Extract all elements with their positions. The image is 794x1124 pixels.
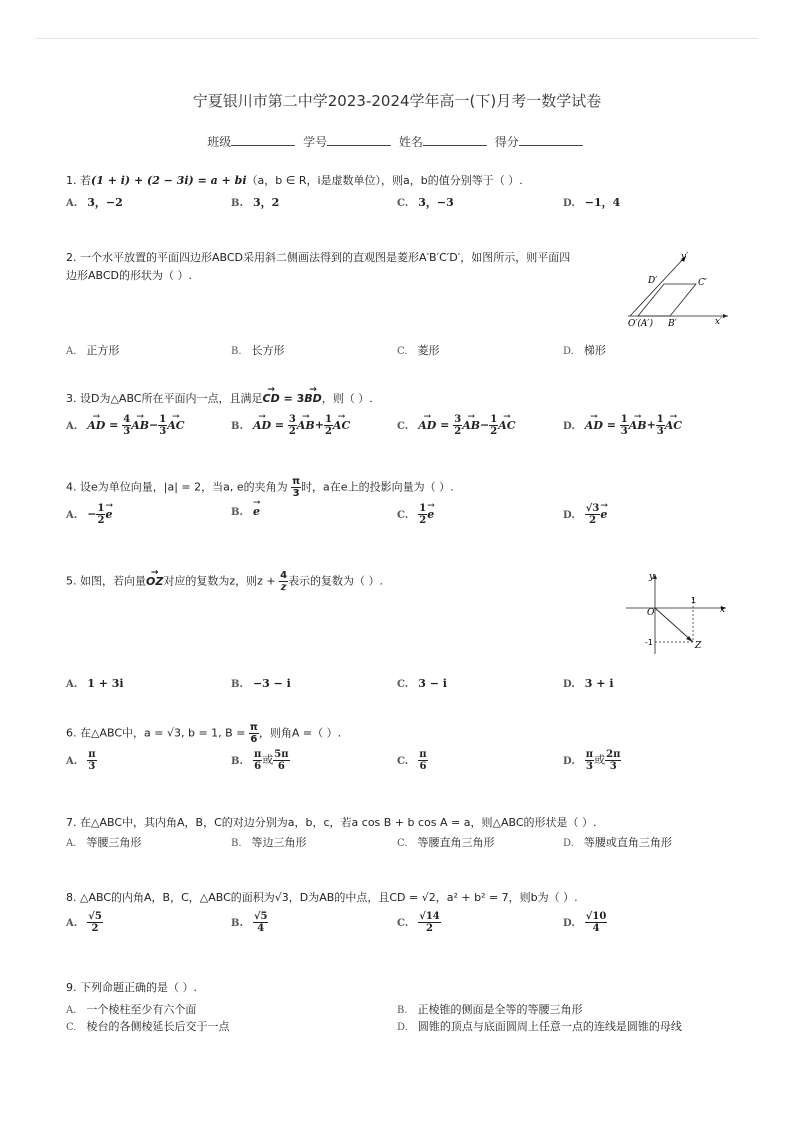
vector-e: → e [427,506,434,524]
fraction [418,749,427,772]
option-label: B. [231,755,243,767]
fraction [605,749,621,772]
question-2-options [66,342,626,372]
option-label: C. [397,509,409,521]
vector-ab: → AB [629,417,647,435]
option-a[interactable]: A.→ AD = $\frac{4}{3}$ → AB− $\frac{1}{3}$ → AC [66,414,185,437]
fraction [453,414,462,437]
question-5-options [66,675,626,705]
denominator: 4 [592,923,600,934]
x-arrow [723,314,728,318]
numerator: π [253,749,262,760]
operator: − [480,418,490,432]
class-label: 班级 [207,135,232,149]
denominator: 4 [257,923,265,934]
option-c[interactable]: C.→ AD = $\frac{3}{2}$ → AB− $\frac{1}{2}$ → AC [397,414,516,437]
denominator: 2 [426,923,433,934]
option-d[interactable]: D. −1，4 [563,196,621,209]
numerator: π [88,749,96,760]
fraction [87,911,103,934]
question-4 [66,476,626,533]
question-6-options [66,749,626,779]
option-label: D. [563,917,575,929]
student-info-line [0,133,794,150]
vector-ab: → AB [131,417,149,435]
option-d[interactable] [563,911,607,934]
question-2-options-wrap [66,338,626,372]
numerator: √5 [253,911,268,922]
option-a[interactable]: A. 3，−2 [66,196,123,209]
label-d: D′ [648,276,658,286]
option-a[interactable]: A. 1 + 3i [66,677,124,690]
fraction [585,911,608,934]
header-rule [36,38,758,39]
question-8 [66,889,736,941]
question-8-options [66,911,736,941]
numerator: 1 [490,414,498,425]
numerator: 5π [274,749,289,760]
option-d[interactable]: D.→ AD = $\frac{1}{3}$ → AB+ $\frac{1}{3}$ → AC [563,414,682,437]
denominator: 3 [159,426,167,437]
vector-ac: → AC [665,417,682,435]
denominator: 6 [419,761,427,772]
question-9-stem: 9. 下列命题正确的是（ ）. [66,981,197,994]
option-b[interactable]: B. 3，2 [231,196,280,209]
fraction [620,414,629,437]
option-label: A. [66,420,78,432]
option-label: B. [231,507,243,518]
label-one: 1 [691,596,697,605]
option-label: A. [66,917,78,929]
numerator: 1 [620,414,628,425]
option-b[interactable] [231,911,268,934]
option-label: B. [231,917,243,929]
option-label: A. [66,509,78,521]
fraction [87,749,96,772]
question-4-stem: 4. 设e为单位向量，|a| = 2，当a, e的夹角为 $\frac{\pi}{3}$ 时，a在e上的投影向量为（ ）. [66,476,454,499]
option-b[interactable] [231,749,290,772]
option-d[interactable]: D. 等腰或直角三角形 [563,836,672,849]
fraction [253,911,269,934]
option-label: D. [563,420,575,432]
option-d[interactable] [563,503,607,526]
vector-ab: → AB [462,417,480,435]
option-c[interactable]: C. 3，−3 [397,196,454,209]
option-b[interactable]: B.→ AD = $\frac{3}{2}$ → AB+ $\frac{1}{2}$ → AC [231,414,350,437]
option-b[interactable]: B. 长方形 [231,344,285,357]
option-b[interactable]: B. −3 − i [231,677,291,690]
question-1 [66,172,626,224]
stem-fraction: $\frac{\pi}{3}$ [292,476,301,499]
question-6-stem: 6. 在△ABC中，a = √3, b = 1, B = $\frac{\pi}{6}$ ，则角A =（ ）. [66,722,342,745]
option-label: C. [397,917,409,929]
rhombus-figure [624,250,734,330]
option-b[interactable]: B. 正棱锥的侧面是全等的等腰三角形 [397,1003,583,1016]
fraction [122,414,131,437]
denominator: 2 [324,426,332,437]
label-c: C′ [698,278,707,288]
label-o: O [647,608,655,618]
or-word: 或 [262,753,274,767]
name-label: 姓名 [398,135,423,149]
question-6 [66,722,626,779]
question-3-stem: 3. 设D为△ABC所在平面内一点，且满足→ CD = 3→ BD，则（ ）. [66,390,626,408]
numerator: 1 [159,414,167,425]
fraction [324,414,333,437]
vector-oz [655,608,693,642]
stem-fraction: $\frac{\pi}{6}$ [249,722,258,745]
operator: − [149,418,159,432]
vector-ac: → AC [333,417,350,435]
label-o: O′(A′) [628,319,653,329]
option-c[interactable] [397,749,428,772]
fraction [273,749,289,772]
vector-e: → e [105,506,112,524]
score-blank [519,134,583,146]
or-word: 或 [594,753,606,767]
vector-ab: → AB [297,417,315,435]
label-x: x′ [715,317,723,327]
fraction [418,911,441,934]
numerator: √3 [585,503,600,514]
rhombus [638,284,696,316]
question-5-stem: 5. 如图，若向量→ OZ对应的复数为z，则z + $\frac{4}{z}$ 表示的复数为（ ）. [66,570,626,593]
label-z: Z [695,641,702,651]
numerator: √10 [585,911,607,922]
fraction [288,414,297,437]
score-label: 得分 [494,135,519,149]
label-neg-one: -1 [645,638,653,647]
option-label: C. [397,755,409,767]
operator: + [314,418,324,432]
option-a[interactable]: A. 正方形 [66,344,120,357]
question-1-stem: 1. 若(1 + i) + (2 − 3i) = a + bi（a，b ∈ R，i是虚数单位），则a，b的值分别等于（ ）. [66,174,523,187]
label-y: y [649,572,655,582]
question-7 [66,814,736,864]
vector-ad: → AD [585,417,603,435]
numerator: π [419,749,427,760]
name-blank [423,134,487,146]
vector-e: → e [600,506,607,524]
label-b: B′ [668,319,677,329]
question-2 [66,249,626,285]
denominator: 3 [620,426,628,437]
question-7-options [66,834,736,864]
denominator: 3 [656,426,664,437]
denominator: 3 [123,426,131,437]
numerator: 1 [656,414,664,425]
vector-ad: → AD [87,417,105,435]
option-d[interactable]: D. 3 + i [563,677,614,690]
option-label: D. [563,755,575,767]
complex-plane-figure [622,570,732,658]
numerator: √14 [419,911,440,922]
question-9 [66,979,736,1041]
label-x: x [720,605,726,615]
label-y: y′ [681,252,689,262]
denominator: 2 [288,426,296,437]
number-blank [327,134,391,146]
fraction [585,503,601,526]
numerator: 3 [288,414,296,425]
denominator: 6 [277,761,285,772]
numerator: 3 [454,414,462,425]
denominator: 3 [88,761,96,772]
option-d[interactable] [563,749,621,772]
option-d[interactable]: D. 梯形 [563,344,606,357]
question-9-options [66,1001,736,1041]
option-b[interactable] [231,503,260,522]
fraction [489,414,498,437]
question-5-options-wrap [66,671,626,705]
fraction [585,749,594,772]
page-title: 宁夏银川市第二中学2023-2024学年高一(下)月考一数学试卷 [192,92,602,110]
option-a[interactable] [66,503,112,526]
question-2-stem: 2. 一个水平放置的平面四边形ABCD采用斜二侧画法得到的直观图是菱形A′B′C′D′，如图所示，则平面四 边形ABCD的形状为（ ）. [66,251,571,282]
fraction [253,749,262,772]
vector-ad: → AD [253,417,271,435]
option-c[interactable]: C. 3 − i [397,677,447,690]
denominator: 2 [490,426,498,437]
question-4-options [66,503,626,533]
question-8-stem: 8. △ABC的内角A，B，C，△ABC的面积为√3，D为AB的中点，且CD = √2，a² + b² = 7，则b为（ ）. [66,891,578,904]
fraction [158,414,167,437]
fraction [656,414,665,437]
vector-ad: → AD [418,417,436,435]
denominator: 6 [254,761,262,772]
sign: − [87,507,97,521]
option-c[interactable]: C. 菱形 [397,344,440,357]
numerator: 1 [419,503,427,514]
denominator: 2 [419,515,427,526]
denominator: 2 [91,923,99,934]
question-1-options [66,194,626,224]
numerator: π [585,749,594,760]
numerator: 2π [606,749,621,760]
option-c[interactable]: C. 棱台的各侧棱延长后交于一点 [66,1020,230,1033]
option-a[interactable]: A. 一个棱柱至少有六个面 [66,1003,197,1016]
numerator: √5 [88,911,102,922]
question-3-options [66,414,683,444]
option-c[interactable] [397,503,434,526]
operator: + [646,418,656,432]
vector-ac: → AC [167,417,184,435]
option-label: B. [231,420,243,432]
option-a[interactable]: A. 等腰三角形 [66,836,142,849]
option-c[interactable] [397,911,441,934]
option-d[interactable]: D. 圆锥的顶点与底面圆周上任意一点的连线是圆锥的母线 [397,1020,682,1033]
vector-ac: → AC [498,417,515,435]
denominator: 3 [609,761,617,772]
class-blank [231,134,295,146]
question-7-stem: 7. 在△ABC中，其内角A，B，C的对边分别为a，b，c，若a cos B + b cos A = a，则△ABC的形状是（ ）. [66,816,597,829]
option-b[interactable]: B. 等边三角形 [231,836,307,849]
number-label: 学号 [303,135,328,149]
option-label: C. [397,420,409,432]
option-c[interactable]: C. 等腰直角三角形 [397,836,495,849]
denominator: 2 [454,426,462,437]
option-label: D. [563,509,575,521]
denominator: 3 [585,761,593,772]
fraction [418,503,427,526]
option-label: A. [66,755,78,767]
question-3 [66,390,683,444]
numerator: 1 [97,503,105,514]
vector-e: → e [253,503,260,521]
denominator: 2 [97,515,105,526]
numerator: 4 [123,414,131,425]
denominator: 2 [589,515,597,526]
fraction [96,503,105,526]
question-5 [66,570,626,593]
stem-fraction: $\frac{4}{z}$ [280,570,288,593]
option-a[interactable] [66,911,103,934]
option-a[interactable] [66,749,97,772]
numerator: 1 [324,414,332,425]
